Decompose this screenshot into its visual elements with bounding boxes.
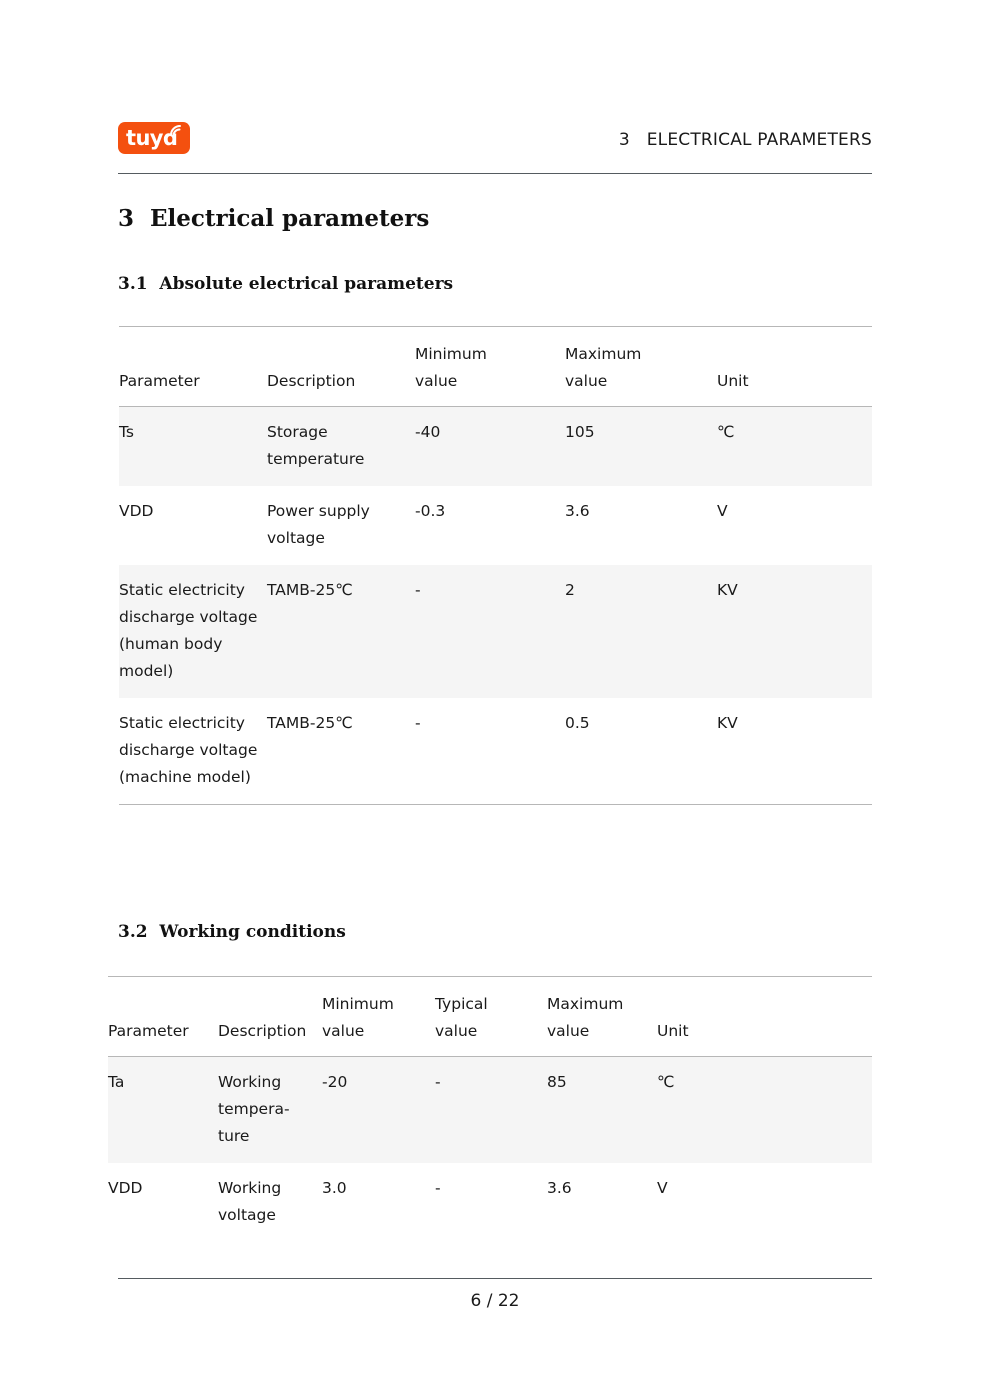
table-header	[108, 977, 872, 1057]
column-header-unit-label: Unit	[657, 1022, 689, 1040]
column-header-unit-label: Unit	[717, 372, 749, 390]
table-row	[119, 486, 872, 565]
cell-maximum: 0.5	[565, 714, 590, 732]
table-header-row	[108, 977, 872, 1057]
cell-maximum: 3.6	[547, 1179, 572, 1197]
page-title: 3 Electrical parameters	[118, 205, 430, 232]
table-row	[119, 407, 872, 487]
heading-working-conditions: 3.2 Working conditions	[118, 922, 346, 942]
column-header-parameter	[108, 977, 218, 1057]
column-header-typical-line2: value	[435, 1022, 478, 1040]
cell-parameter: VDD	[119, 502, 154, 520]
cell-maximum: 85	[547, 1073, 567, 1091]
cell-description: Working tempera-ture	[218, 1073, 290, 1145]
cell-parameter: Static electricity discharge voltage (machine model)	[119, 714, 258, 786]
heading-absolute-electrical-parameters: 3.1 Absolute electrical parameters	[118, 274, 454, 294]
cell-minimum: 3.0	[322, 1179, 347, 1197]
cell-unit: ℃	[657, 1073, 675, 1091]
table-body	[119, 407, 872, 805]
table-header	[119, 327, 872, 407]
column-header-maximum-value	[565, 327, 717, 407]
column-header-unit	[717, 327, 872, 407]
cell-maximum: 2	[565, 581, 575, 599]
table-row	[119, 565, 872, 698]
tuya-logo-wordmark: tuyɑ	[126, 126, 178, 150]
column-header-minimum-value	[415, 327, 565, 407]
cell-description: TAMB-25℃	[267, 714, 353, 732]
table-body	[108, 1057, 872, 1243]
tuya-logo	[118, 122, 190, 154]
cell-minimum: -	[415, 714, 421, 732]
cell-minimum: -	[415, 581, 421, 599]
column-header-parameter	[119, 327, 267, 407]
column-header-maximum-line1: Maximum	[565, 345, 642, 363]
cell-minimum: -20	[322, 1073, 348, 1091]
cell-maximum: 105	[565, 423, 595, 441]
column-header-minimum-line2: value	[322, 1022, 365, 1040]
column-header-maximum-line2: value	[547, 1022, 590, 1040]
cell-maximum: 3.6	[565, 502, 590, 520]
cell-parameter: Ta	[108, 1073, 125, 1091]
cell-unit: V	[717, 502, 728, 520]
cell-description: Power supply voltage	[267, 502, 370, 547]
column-header-maximum-value	[547, 977, 657, 1057]
cell-unit: KV	[717, 714, 738, 732]
column-header-minimum-value	[322, 977, 435, 1057]
table-absolute-electrical-parameters	[119, 326, 872, 805]
column-header-typical-line1: Typical	[435, 995, 488, 1013]
table-row	[108, 1163, 872, 1242]
column-header-minimum-line1: Minimum	[415, 345, 487, 363]
column-header-parameter-label: Parameter	[119, 372, 200, 390]
cell-description: TAMB-25℃	[267, 581, 353, 599]
cell-parameter: VDD	[108, 1179, 143, 1197]
cell-minimum: -0.3	[415, 502, 446, 520]
column-header-typical-value	[435, 977, 547, 1057]
column-header-minimum-line1: Minimum	[322, 995, 394, 1013]
column-header-description	[218, 977, 322, 1057]
column-header-minimum-line2: value	[415, 372, 458, 390]
table-header-row	[119, 327, 872, 407]
cell-description: Storage temperature	[267, 423, 365, 468]
cell-unit: KV	[717, 581, 738, 599]
cell-typical: -	[435, 1073, 441, 1091]
column-header-description	[267, 327, 415, 407]
cell-description: Working voltage	[218, 1179, 282, 1224]
column-header-description-label: Description	[218, 1022, 307, 1040]
page-number: 6 / 22	[470, 1291, 520, 1311]
column-header-maximum-line1: Maximum	[547, 995, 624, 1013]
cell-parameter: Static electricity discharge voltage (human body model)	[119, 581, 258, 680]
cell-typical: -	[435, 1179, 441, 1197]
table-row	[119, 698, 872, 805]
page-header	[118, 118, 872, 174]
cell-unit: ℃	[717, 423, 735, 441]
column-header-maximum-line2: value	[565, 372, 608, 390]
wifi-signal-icon	[169, 123, 185, 137]
running-header-title: 3 ELECTRICAL PARAMETERS	[618, 130, 872, 150]
cell-minimum: -40	[415, 423, 441, 441]
column-header-description-label: Description	[267, 372, 356, 390]
cell-parameter: Ts	[119, 423, 134, 441]
table-working-conditions	[108, 976, 872, 1242]
page-footer	[118, 1278, 872, 1311]
column-header-parameter-label: Parameter	[108, 1022, 189, 1040]
table-row	[108, 1057, 872, 1164]
cell-unit: V	[657, 1179, 668, 1197]
column-header-unit	[657, 977, 872, 1057]
